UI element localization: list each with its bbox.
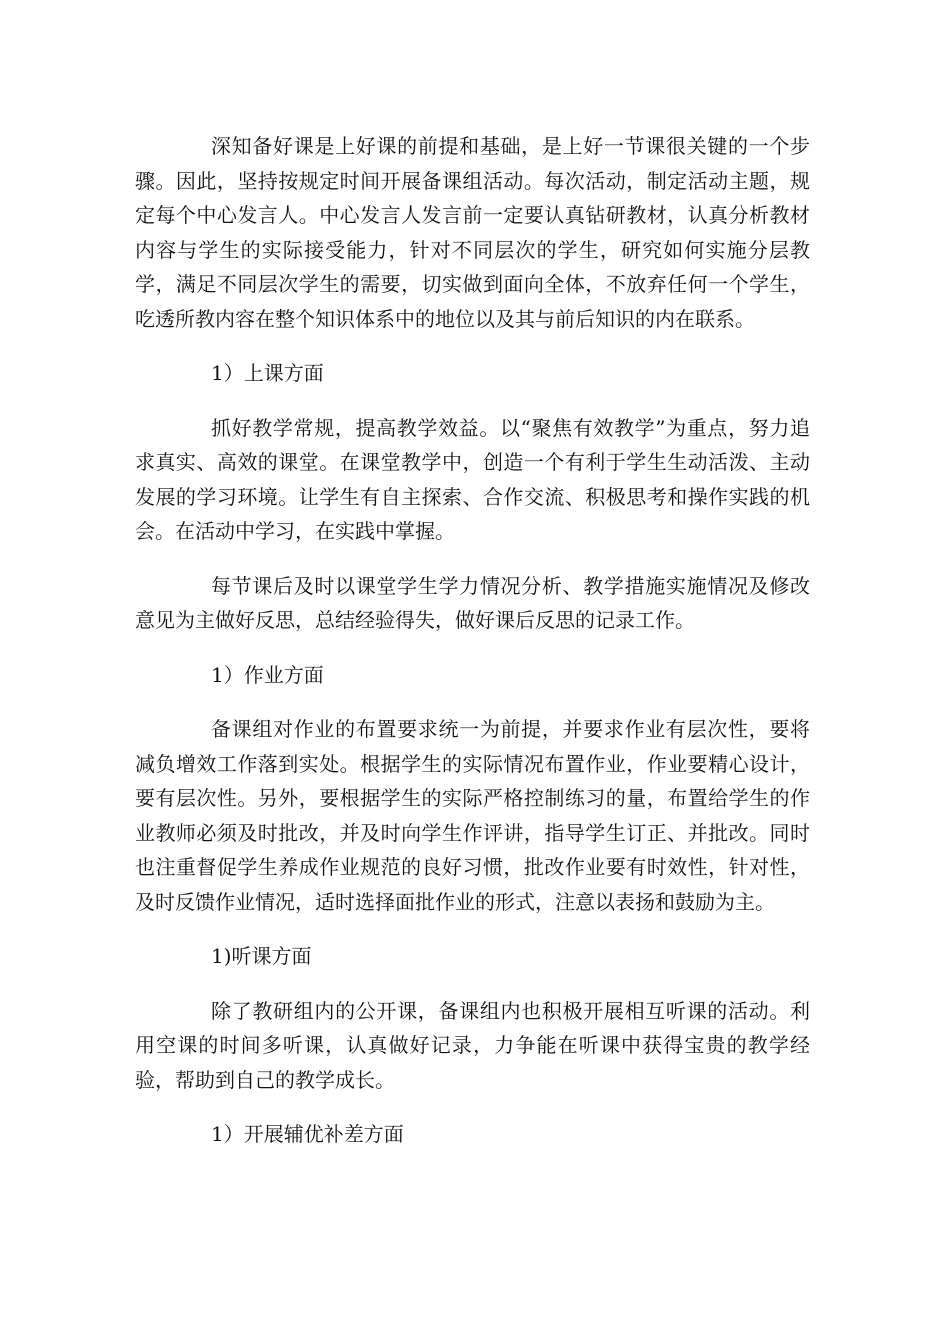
paragraph-homework: 备课组对作业的布置要求统一为前提，并要求作业有层次性，要将减负增效工作落到实处。根据学生的实际情况布置作业，作业要精心设计，要有层次性。另外，要根据学生的实际严格控制练习的量，布置给学生的作业教师必须及时批改，并及时向学生作评讲，指导学生订正、并批改。同时也注重督促学生养成作业规范的良好习惯，批改作业要有时效性，针对性，及时反馈作业情况，适时选择面批作业的形式，注意以表扬和鼓励为主。 [135,717,810,914]
paragraph-lesson-observation: 除了教研组内的公开课，备课组内也积极开展相互听课的活动。利用空课的时间多听课，认真做好记录，力争能在听课中获得宝贵的教学经验，帮助到自己的教学成长。 [135,998,810,1092]
document-body [135,129,810,1172]
heading-homework: 1）作业方面 [211,662,324,687]
heading-teaching: 1）上课方面 [211,361,324,385]
heading-lesson-observation: 1)听课方面 [211,944,312,968]
paragraph-reflection: 每节课后及时以课堂学生学力情况分析、教学措施实施情况及修改意见为主做好反思，总结经验得失，做好课后反思的记录工作。 [135,573,810,632]
heading-tutoring: 1）开展辅优补差方面 [211,1122,404,1146]
paragraph-teaching-routine: 抓好教学常规，提高教学效益。以“聚焦有效教学”为重点，努力追求真实、高效的课堂。在课堂教学中，创造一个有利于学生生动活泼、主动发展的学习环境。让学生有自主探索、合作交流、积极思考和操作实践的机会。在活动中学习，在实践中掌握。 [135,415,810,543]
paragraph-lesson-preparation: 深知备好课是上好课的前提和基础，是上好一节课很关键的一个步骤。因此，坚持按规定时间开展备课组活动。每次活动，制定活动主题，规定每个中心发言人。中心发言人发言前一定要认真钻研教材，认真分析教材内容与学生的实际接受能力，针对不同层次的学生，研究如何实施分层教学，满足不同层次学生的需要，切实做到面向全体，不放弃任何一个学生，吃透所教内容在整个知识体系中的地位以及其与前后知识的内在联系。 [135,134,810,331]
